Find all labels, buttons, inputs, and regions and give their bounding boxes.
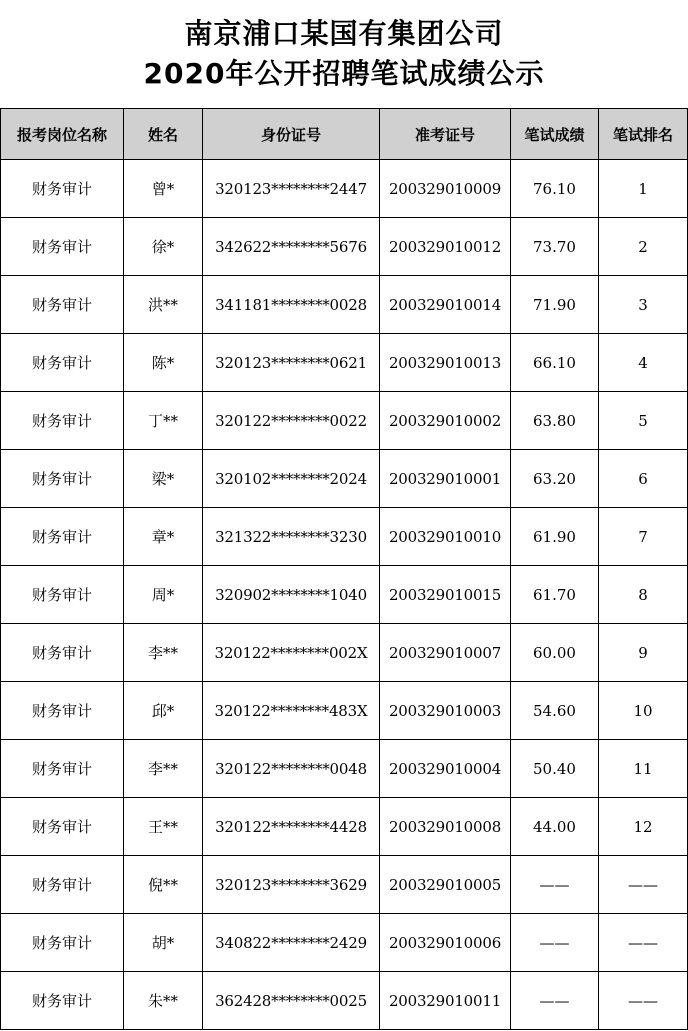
header-id-number: 身份证号 [203,109,380,160]
cell-name: 章* [124,508,203,566]
cell-score: 61.70 [511,566,599,624]
cell-name: 倪** [124,856,203,914]
cell-exam-number: 200329010012 [380,218,511,276]
cell-rank: 11 [599,740,688,798]
table-row [1,450,688,508]
cell-exam-number: 200329010001 [380,450,511,508]
table-row [1,160,688,218]
table-row [1,276,688,334]
table-row [1,508,688,566]
cell-name: 邱* [124,682,203,740]
cell-rank: 3 [599,276,688,334]
cell-score: —— [511,856,599,914]
cell-score: —— [511,914,599,972]
cell-exam-number: 200329010004 [380,740,511,798]
cell-rank: 4 [599,334,688,392]
cell-rank: 1 [599,160,688,218]
cell-position: 财务审计 [1,798,124,856]
cell-score: —— [511,972,599,1030]
cell-rank: 8 [599,566,688,624]
table-row [1,856,688,914]
cell-position: 财务审计 [1,914,124,972]
header-name: 姓名 [124,109,203,160]
cell-id-number: 320122********0022 [203,392,380,450]
cell-exam-number: 200329010014 [380,276,511,334]
table-row [1,682,688,740]
cell-exam-number: 200329010007 [380,624,511,682]
table-row [1,914,688,972]
header-exam-number: 准考证号 [380,109,511,160]
cell-exam-number: 200329010011 [380,972,511,1030]
cell-name: 洪** [124,276,203,334]
cell-id-number: 362428********0025 [203,972,380,1030]
cell-rank: 7 [599,508,688,566]
table-row [1,798,688,856]
cell-id-number: 320102********2024 [203,450,380,508]
cell-exam-number: 200329010015 [380,566,511,624]
cell-rank: 5 [599,392,688,450]
document-title [0,0,688,108]
cell-id-number: 320123********2447 [203,160,380,218]
cell-name: 徐* [124,218,203,276]
cell-name: 陈* [124,334,203,392]
cell-rank: 6 [599,450,688,508]
header-position: 报考岗位名称 [1,109,124,160]
cell-position: 财务审计 [1,450,124,508]
cell-position: 财务审计 [1,740,124,798]
cell-id-number: 320122********483X [203,682,380,740]
cell-id-number: 320122********4428 [203,798,380,856]
cell-name: 曾* [124,160,203,218]
table-row [1,218,688,276]
cell-score: 44.00 [511,798,599,856]
cell-rank: 2 [599,218,688,276]
table-header-row [1,109,688,160]
cell-score: 76.10 [511,160,599,218]
cell-exam-number: 200329010003 [380,682,511,740]
cell-position: 财务审计 [1,624,124,682]
cell-position: 财务审计 [1,218,124,276]
cell-id-number: 320122********0048 [203,740,380,798]
cell-id-number: 342622********5676 [203,218,380,276]
cell-name: 李** [124,740,203,798]
cell-position: 财务审计 [1,856,124,914]
cell-exam-number: 200329010009 [380,160,511,218]
table-row [1,740,688,798]
cell-position: 财务审计 [1,160,124,218]
table-row [1,334,688,392]
cell-position: 财务审计 [1,392,124,450]
cell-score: 73.70 [511,218,599,276]
table-row [1,392,688,450]
cell-name: 李** [124,624,203,682]
table-body [1,160,688,1030]
cell-id-number: 341181********0028 [203,276,380,334]
cell-score: 61.90 [511,508,599,566]
cell-exam-number: 200329010002 [380,392,511,450]
cell-score: 66.10 [511,334,599,392]
cell-rank: 10 [599,682,688,740]
cell-score: 54.60 [511,682,599,740]
cell-score: 71.90 [511,276,599,334]
cell-rank: 9 [599,624,688,682]
cell-position: 财务审计 [1,566,124,624]
title-line-2: 2020年公开招聘笔试成绩公示 [143,57,545,90]
cell-score: 63.80 [511,392,599,450]
cell-exam-number: 200329010008 [380,798,511,856]
cell-id-number: 320902********1040 [203,566,380,624]
cell-id-number: 320123********0621 [203,334,380,392]
cell-rank: —— [599,972,688,1030]
cell-name: 周* [124,566,203,624]
cell-id-number: 340822********2429 [203,914,380,972]
cell-score: 63.20 [511,450,599,508]
cell-name: 丁** [124,392,203,450]
cell-position: 财务审计 [1,334,124,392]
header-rank: 笔试排名 [599,109,688,160]
cell-score: 60.00 [511,624,599,682]
table-row [1,566,688,624]
cell-rank: —— [599,914,688,972]
title-line-1: 南京浦口某国有集团公司 [184,17,504,50]
cell-name: 王** [124,798,203,856]
cell-position: 财务审计 [1,508,124,566]
cell-exam-number: 200329010010 [380,508,511,566]
cell-name: 朱** [124,972,203,1030]
cell-id-number: 320122********002X [203,624,380,682]
cell-exam-number: 200329010006 [380,914,511,972]
results-table [0,108,688,1030]
cell-name: 胡* [124,914,203,972]
cell-id-number: 320123********3629 [203,856,380,914]
header-score: 笔试成绩 [511,109,599,160]
table-row [1,624,688,682]
table-row [1,972,688,1030]
cell-rank: 12 [599,798,688,856]
cell-exam-number: 200329010005 [380,856,511,914]
cell-name: 梁* [124,450,203,508]
cell-position: 财务审计 [1,276,124,334]
cell-position: 财务审计 [1,972,124,1030]
cell-id-number: 321322********3230 [203,508,380,566]
cell-position: 财务审计 [1,682,124,740]
cell-exam-number: 200329010013 [380,334,511,392]
cell-score: 50.40 [511,740,599,798]
cell-rank: —— [599,856,688,914]
